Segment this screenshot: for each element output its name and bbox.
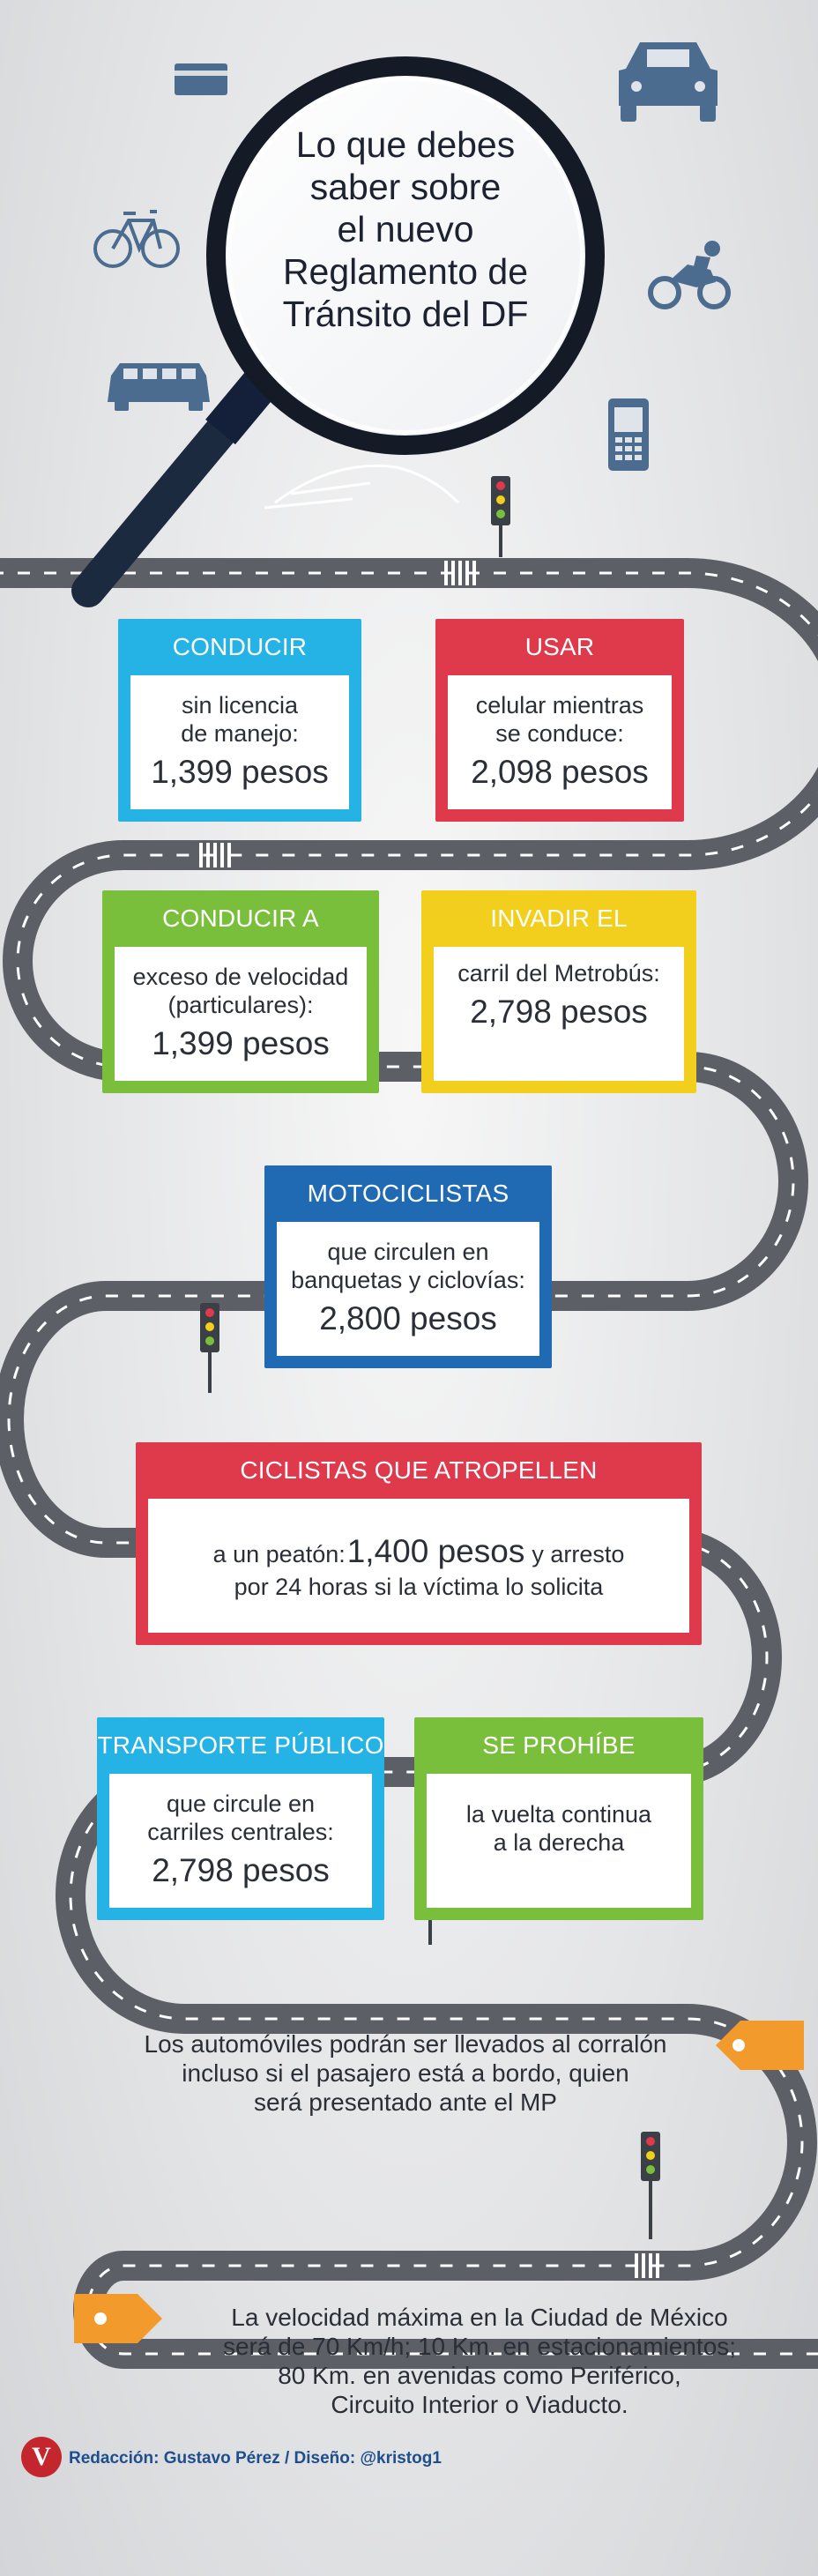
title-line: Tránsito del DF	[282, 294, 529, 334]
motorcycle-icon	[651, 241, 728, 307]
card-description: celular mientras	[475, 692, 644, 718]
title-line: saber sobre	[309, 167, 502, 207]
card-description: la vuelta continua	[465, 1801, 652, 1828]
card-icon	[175, 63, 227, 95]
title-line: Lo que debes	[295, 124, 516, 165]
fine-card-conducir	[118, 619, 361, 822]
credit-line: Redacción: Gustavo Pérez / Diseño: @kristog1	[69, 2449, 442, 2468]
card-price: 1,399 pesos	[152, 1025, 330, 1061]
card-price: 2,098 pesos	[471, 754, 649, 790]
car-outline-icon	[264, 465, 458, 508]
card-description: sin licencia	[181, 692, 299, 718]
card-description: que circule en	[166, 1791, 316, 1817]
card-heading: MOTOCICLISTAS	[307, 1180, 509, 1207]
page-title	[247, 123, 564, 335]
card-description: carril del Metrobús:	[457, 960, 660, 986]
card-heading: INVADIR EL	[490, 905, 628, 932]
car-icon	[619, 42, 718, 122]
tag-icon	[74, 2294, 162, 2343]
traffic-light-icon	[641, 2132, 660, 2239]
card-heading: CONDUCIR	[172, 633, 308, 660]
note-velocidad: La velocidad máxima en la Ciudad de México será de 70 Km/h; 10 Km. en estacionamientos; 80 Km. en avenidas como Periférico, Circuito Interior o Viaducto.	[222, 2304, 737, 2418]
card-description: exceso de velocidad	[132, 964, 349, 990]
card-description: (particulares):	[167, 992, 314, 1018]
card-price: 2,798 pesos	[470, 994, 648, 1030]
logo: V	[21, 2437, 62, 2477]
card-price: 2,800 pesos	[319, 1300, 497, 1336]
card-price: 1,399 pesos	[151, 754, 329, 790]
card-description: a la derecha	[493, 1829, 625, 1856]
card-description: a un peatón: 1,400 pesos y arresto	[213, 1530, 625, 1573]
fine-card-invadir	[421, 890, 696, 1093]
van-icon	[108, 363, 210, 411]
phone-icon	[608, 398, 649, 471]
title-line: el nuevo	[337, 209, 474, 249]
traffic-light-icon	[200, 1303, 219, 1393]
note-corralon: Los automóviles podrán ser llevados al corralón incluso si el pasajero está a bordo, quien será presentado ante el MP	[144, 2030, 667, 2116]
bicycle-icon	[95, 212, 178, 266]
card-description: banquetas y ciclovías:	[291, 1267, 525, 1293]
traffic-light-icon	[491, 476, 510, 557]
card-heading: USAR	[524, 633, 595, 660]
card-description: de manejo:	[181, 720, 299, 747]
fine-card-ciclistas	[136, 1442, 702, 1645]
card-heading: SE PROHÍBE	[482, 1731, 636, 1759]
fine-card-usar	[435, 619, 684, 822]
card-price: 2,798 pesos	[152, 1852, 330, 1888]
card-heading: TRANSPORTE PÚBLICO	[97, 1731, 384, 1759]
fine-card-motociclistas	[264, 1165, 552, 1368]
card-heading: CONDUCIR A	[162, 905, 319, 932]
card-heading: CICLISTAS QUE ATROPELLEN	[240, 1456, 598, 1484]
card-description: carriles centrales:	[147, 1819, 334, 1845]
card-description: por 24 horas si la víctima lo solicita	[234, 1574, 604, 1600]
fine-card-transporte	[97, 1717, 384, 1920]
title-line: Reglamento de	[282, 251, 529, 292]
fine-card-conducir-a	[102, 890, 379, 1093]
fine-card-se-prohibe	[414, 1717, 703, 1920]
card-description: se conduce:	[495, 720, 624, 747]
card-description: que circulen en	[327, 1239, 489, 1265]
card-price: 1,400 pesos	[346, 1533, 525, 1569]
